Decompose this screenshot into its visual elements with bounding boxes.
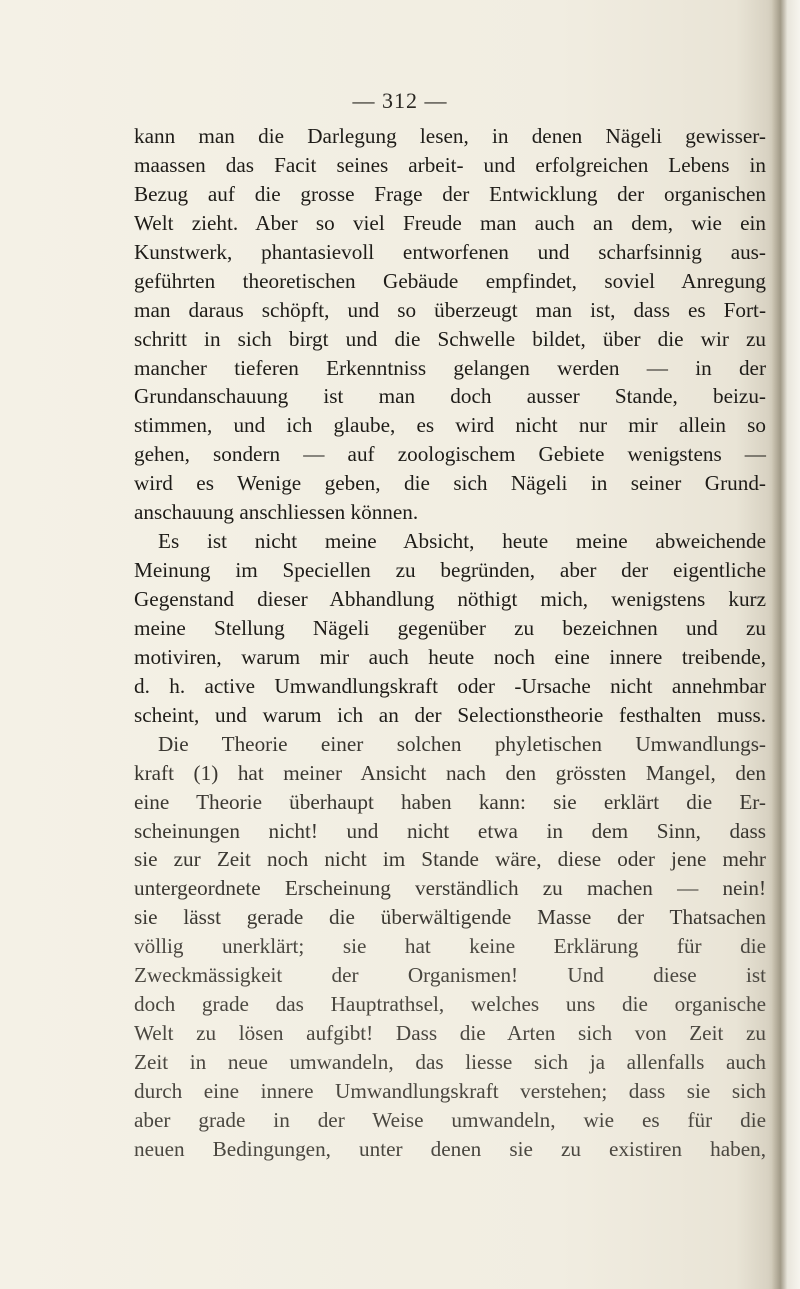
text-line-13: wird es Wenige geben, die sich Nägeli in seiner Grund-	[134, 471, 766, 496]
text-line-21: scheint, und warum ich an der Selectionstheorie festhalten muss.	[134, 702, 766, 727]
text-line-29: völlig unerklärt; sie hat keine Erklärung für die	[134, 934, 766, 959]
text-line-34: durch eine innere Umwandlungskraft verstehen; dass sie sich	[134, 1078, 766, 1103]
text-line-6: geführten theoretischen Gebäude empfindet, soviel Anregung	[134, 268, 766, 293]
text-line-11: stimmen, und ich glaube, es wird nicht nur mir allein so	[134, 413, 766, 438]
text-line-3: Bezug auf die grosse Frage der Entwicklung der organischen	[134, 181, 766, 206]
text-line-1: kann man die Darlegung lesen, in denen Nägeli gewisser-	[134, 124, 766, 148]
text-line-5: Kunstwerk, phantasievoll entworfenen und scharfsinnig aus-	[134, 239, 766, 264]
body-text	[134, 122, 766, 1164]
text-line-8: schritt in sich birgt und die Schwelle bildet, über die wir zu	[134, 326, 766, 351]
text-line-33: Zeit in neue umwandeln, das liesse sich ja allenfalls auch	[134, 1050, 766, 1074]
text-line-16: Meinung im Speciellen zu begründen, aber der eigentliche	[134, 558, 766, 583]
page-edge-shadow	[772, 0, 800, 1289]
text-line-36: neuen Bedingungen, unter denen sie zu existiren haben,	[134, 1136, 766, 1161]
page-number: — 312 —	[352, 88, 448, 113]
text-line-23: kraft (1) hat meiner Ansicht nach den grössten Mangel, den	[134, 760, 766, 785]
text-line-14: anschauung anschliessen können.	[134, 500, 419, 525]
text-line-25: scheinungen nicht! und nicht etwa in dem Sinn, dass	[134, 818, 766, 843]
text-line-24: eine Theorie überhaupt haben kann: sie erklärt die Er-	[134, 789, 766, 814]
text-line-12: gehen, sondern — auf zoologischem Gebiete wenigstens —	[134, 442, 766, 467]
text-line-28: sie lässt gerade die überwältigende Masse der Thatsachen	[134, 905, 766, 930]
text-line-7: man daraus schöpft, und so überzeugt man ist, dass es Fort-	[134, 297, 766, 322]
text-line-32: Welt zu lösen aufgibt! Dass die Arten sich von Zeit zu	[134, 1021, 766, 1046]
text-line-18: meine Stellung Nägeli gegenüber zu bezeichnen und zu	[134, 615, 766, 640]
text-line-26: sie zur Zeit noch nicht im Stande wäre, diese oder jene mehr	[134, 847, 766, 872]
text-line-27: untergeordnete Erscheinung verständlich zu machen — nein!	[134, 876, 766, 901]
text-line-19: motiviren, warum mir auch heute noch eine innere treibende,	[134, 644, 766, 669]
text-line-2: maassen das Facit seines arbeit- und erfolgreichen Lebens in	[134, 152, 766, 177]
text-line-35: aber grade in der Weise umwandeln, wie es für die	[134, 1107, 766, 1132]
text-line-20: d. h. active Umwandlungskraft oder -Ursache nicht annehmbar	[134, 673, 766, 698]
text-line-10: Grundanschauung ist man doch ausser Stande, beizu-	[134, 384, 766, 409]
text-line-4: Welt zieht. Aber so viel Freude man auch an dem, wie ein	[134, 210, 766, 235]
text-line-9: mancher tieferen Erkenntniss gelangen werden — in der	[134, 355, 766, 380]
text-line-17: Gegenstand dieser Abhandlung nöthigt mich, wenigstens kurz	[134, 587, 766, 611]
text-line-30: Zweckmässigkeit der Organismen! Und diese ist	[134, 963, 766, 988]
text-line-15: Es ist nicht meine Absicht, heute meine abweichende	[158, 529, 766, 554]
text-line-22: Die Theorie einer solchen phyletischen Umwandlungs-	[158, 731, 766, 756]
text-line-31: doch grade das Hauptrathsel, welches uns die organische	[134, 992, 766, 1017]
